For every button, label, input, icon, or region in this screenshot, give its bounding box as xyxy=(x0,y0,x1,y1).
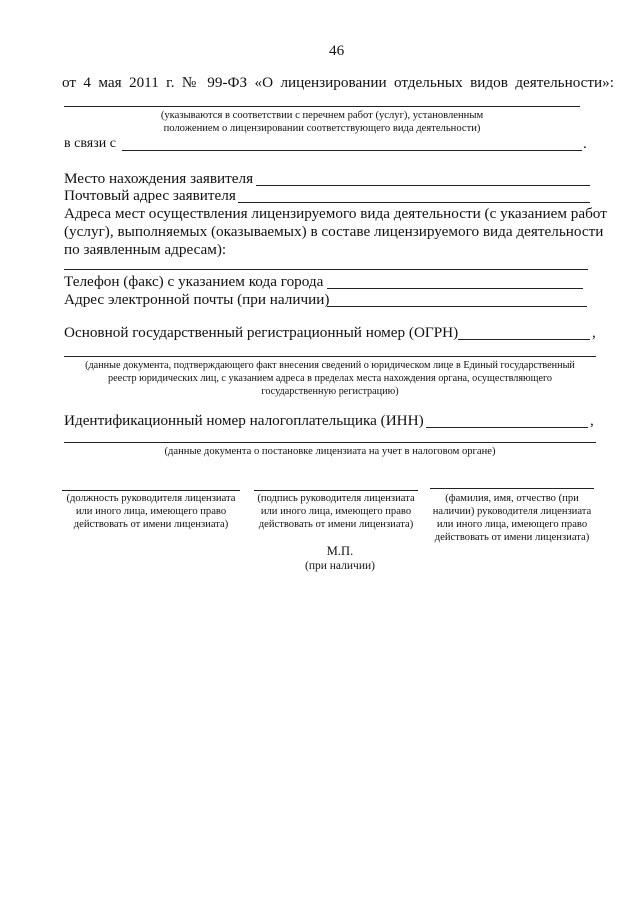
works-hint-2: положением о лицензировании соответствующего вида деятельности) xyxy=(163,123,481,134)
sig-col2-line-2: или иного лица, имеющего право xyxy=(260,506,412,517)
ogrn-label: Основной государственный регистрационный номер (ОГРН) xyxy=(64,324,459,341)
postal-fill-line xyxy=(238,202,590,203)
works-hint-1: (указываются в соответствии с перечнем работ (услуг), установленным xyxy=(160,110,484,121)
sig-col2-line xyxy=(254,490,418,491)
page-number: 46 xyxy=(329,42,345,59)
inn-label: Идентификационный номер налогоплательщика (ИНН) xyxy=(64,412,424,429)
sig-col1-caption xyxy=(56,492,246,531)
sig-col3-line xyxy=(430,488,594,489)
sig-col3-line-4: действовать от имени лицензиата) xyxy=(434,532,590,543)
in-connection-label: в связи с xyxy=(64,136,116,151)
sig-col1-line-1: (должность руководителя лицензиата xyxy=(66,493,236,504)
inn-hint: (данные документа о постановке лицензиата на учет в налоговом органе) xyxy=(164,446,496,457)
addresses-line-1: Адреса мест осуществления лицензируемого вида деятельности (с указанием работ xyxy=(64,205,607,222)
location-fill-line xyxy=(256,185,590,186)
in-connection-end: . xyxy=(583,135,587,152)
sig-col3-caption xyxy=(424,492,600,544)
stamp-hint: (при наличии) xyxy=(305,560,375,572)
sig-col3-line-3: или иного лица, имеющего право xyxy=(436,519,588,530)
works-fill-line xyxy=(64,106,580,107)
sig-col2-line-1: (подпись руководителя лицензиата xyxy=(257,493,415,504)
phone-fill-line xyxy=(327,288,583,289)
inn-end: , xyxy=(590,412,594,429)
ogrn-hint-3: государственную регистрацию) xyxy=(261,386,399,397)
sig-col3-line-1: (фамилия, имя, отчество (при xyxy=(445,493,579,504)
email-fill-line xyxy=(327,306,587,307)
ogrn-hint-1: (данные документа, подтверждающего факт внесения сведений о юридическом лице в Единый государственный xyxy=(85,360,575,371)
addresses-line-2: (услуг), выполняемых (оказываемых) в составе лицензируемого вида деятельности xyxy=(64,223,604,240)
ogrn-fill-line xyxy=(458,339,590,340)
sig-col2-line-3: действовать от имени лицензиата) xyxy=(258,519,414,530)
ogrn-end: , xyxy=(592,324,596,341)
addresses-fill-line xyxy=(64,269,588,270)
addresses-line-3: по заявленным адресам): xyxy=(64,241,227,258)
sig-col1-line xyxy=(62,490,240,491)
email-label: Адрес электронной почты (при наличии) xyxy=(64,291,330,308)
postal-label: Почтовый адрес заявителя xyxy=(64,187,236,204)
ogrn-hint-2: реестр юридических лиц, с указанием адреса в пределах места нахождения органа, осуществляющего xyxy=(107,373,553,384)
sig-col2-caption xyxy=(246,492,426,531)
in-connection-fill-line xyxy=(122,150,582,151)
location-label: Место нахождения заявителя xyxy=(64,170,254,187)
inn-doc-fill-line xyxy=(64,442,596,443)
intro-line: от 4 мая 2011 г. № 99-ФЗ «О лицензировании отдельных видов деятельности»: xyxy=(62,74,614,91)
phone-label: Телефон (факс) с указанием кода города xyxy=(64,273,324,290)
inn-fill-line xyxy=(426,427,588,428)
ogrn-doc-fill-line xyxy=(64,356,596,357)
sig-col1-line-3: действовать от имени лицензиата) xyxy=(73,519,229,530)
stamp-label: М.П. xyxy=(326,544,354,558)
sig-col1-line-2: или иного лица, имеющего право xyxy=(75,506,227,517)
sig-col3-line-2: наличии) руководителя лицензиата xyxy=(432,506,592,517)
